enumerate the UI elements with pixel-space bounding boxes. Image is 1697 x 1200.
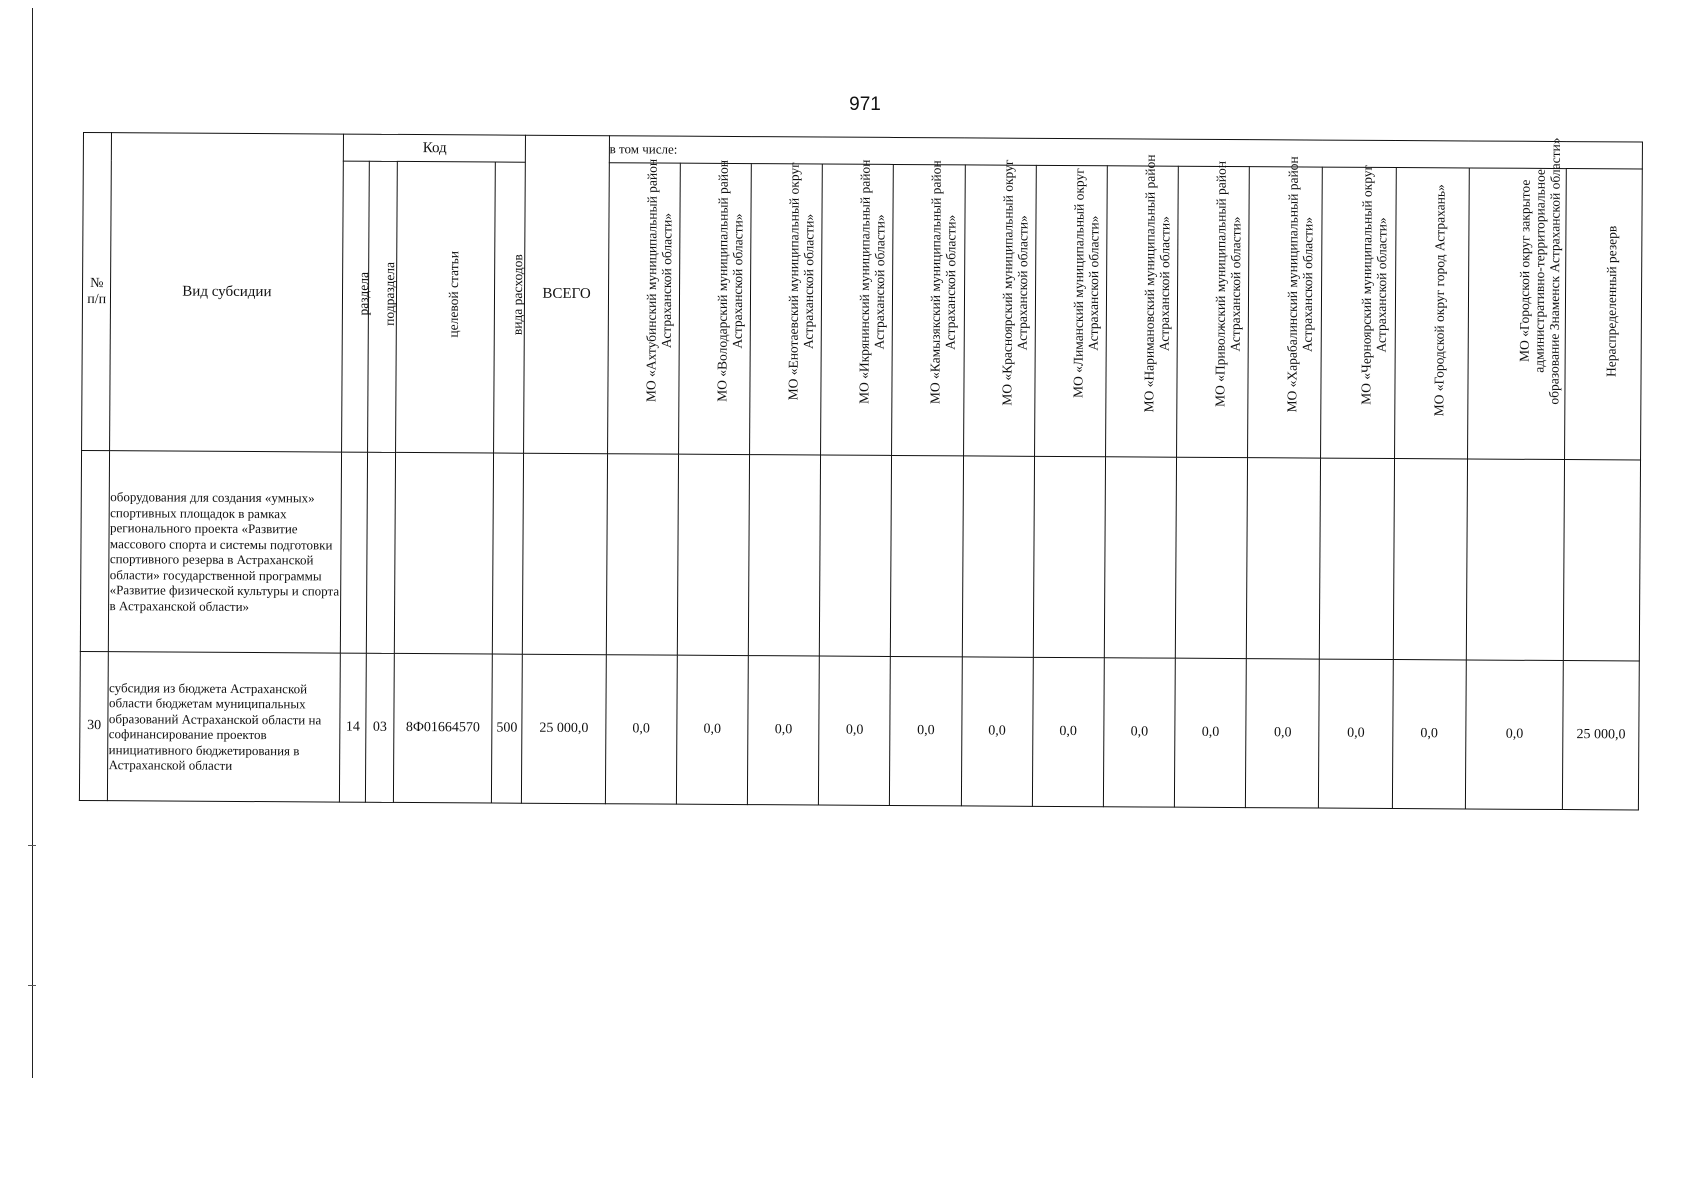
cell-razdel: 14 xyxy=(340,653,366,802)
cell-value xyxy=(1033,456,1105,657)
header-v-tom-chisle: в том числе: xyxy=(609,136,1642,169)
cell-value: 0,0 xyxy=(1246,659,1320,808)
cell-vid-subsidii: субсидия из бюджета Астраханской области бюджетам муниципальных образований Астраханской области на софинансирование проектов инициативного бюджетирования в Астраханской области xyxy=(108,652,341,802)
cell-value: 0,0 xyxy=(819,656,891,805)
header-vsego: ВСЕГО xyxy=(524,135,609,454)
cell-value xyxy=(1393,459,1467,660)
cell-value: 0,0 xyxy=(747,656,819,805)
cell-celevaya xyxy=(395,452,494,654)
cell-value xyxy=(1175,457,1247,658)
cell-vid-rashodov: 500 xyxy=(491,654,522,803)
header-vid-subsidii: Вид субсидии xyxy=(110,133,344,452)
cell-value: 0,0 xyxy=(1392,660,1466,809)
cell-value: 0,0 xyxy=(676,655,748,804)
cell-value xyxy=(962,456,1034,657)
cell-value xyxy=(820,455,892,656)
cell-value xyxy=(1320,458,1394,659)
cell-celevaya: 8Ф01664570 xyxy=(394,653,493,803)
header-mo-kharabalinsky: МО «Харабалинский муниципальный район Астраханской области» xyxy=(1248,167,1323,458)
header-kod: Код xyxy=(344,134,526,162)
header-num: № п/п xyxy=(82,133,112,451)
cell-value: 0,0 xyxy=(1103,658,1175,807)
cell-value xyxy=(891,455,963,656)
header-mo-krasnoyarsky: МО «Красноярский муниципальный округ Астраханской области» xyxy=(963,165,1036,456)
header-mo-narimanovsky: МО «Наримановский муниципальный район Астраханской области» xyxy=(1105,166,1178,457)
cell-value xyxy=(748,455,820,656)
binding-tick xyxy=(28,985,36,986)
cell-value xyxy=(606,454,678,655)
header-mo-limansky: МО «Лиманский муниципальный округ Астраханской области» xyxy=(1034,165,1107,456)
header-kod-vid-rashodov: вида расходов xyxy=(493,162,525,453)
header-reserve: Нераспределенный резерв xyxy=(1565,169,1642,460)
cell-vid-rashodov xyxy=(492,453,524,654)
cell-value: 0,0 xyxy=(890,656,962,805)
cell-podrazdel: 03 xyxy=(365,653,394,802)
cell-value: 0,0 xyxy=(1319,659,1393,808)
page-number: 971 xyxy=(849,94,881,115)
binding-line xyxy=(32,8,33,1078)
cell-value xyxy=(1564,460,1641,661)
header-mo-astrakhan: МО «Городской округ город Астрахань» xyxy=(1394,168,1469,459)
cell-value: 25 000,0 xyxy=(1563,661,1639,810)
header-mo-akhtubinsky: МО «Ахтубинский муниципальный район Астраханской области» xyxy=(607,163,680,454)
cell-num: 30 xyxy=(79,651,108,800)
binding-tick xyxy=(28,845,36,846)
cell-value xyxy=(677,454,749,655)
header-kod-celevaya: целевой статьи xyxy=(396,161,495,453)
subsidy-table xyxy=(79,132,1643,811)
cell-value: 0,0 xyxy=(1032,657,1104,806)
cell-value xyxy=(1104,457,1176,658)
cell-razdel xyxy=(341,452,368,653)
cell-value: 0,0 xyxy=(1465,660,1564,810)
cell-vsego xyxy=(523,453,608,655)
cell-value: 0,0 xyxy=(605,655,677,804)
header-mo-enotaevsky: МО «Енотаевский муниципальный округ Астраханской области» xyxy=(750,164,823,455)
header-mo-ikryaninsky: МО «Икрянинский муниципальный район Астраханской области» xyxy=(821,164,894,455)
cell-value xyxy=(1247,458,1321,659)
cell-value: 0,0 xyxy=(961,657,1033,806)
cell-vsego: 25 000,0 xyxy=(522,654,606,804)
table-row xyxy=(80,450,1640,661)
header-mo-volodarsky: МО «Володарский муниципальный район Астраханской области» xyxy=(678,163,751,454)
table-row xyxy=(79,651,1639,810)
header-kod-podrazdel: подраздела xyxy=(367,161,397,452)
header-mo-znamensk: МО «Городской округ закрытое административно-территориальное образование Знаменск Астраханской области» xyxy=(1467,168,1566,460)
header-mo-chernoyarsky: МО «Черноярский муниципальный округ Астраханской области» xyxy=(1321,167,1396,458)
cell-value xyxy=(1466,459,1565,661)
cell-vid-subsidii: оборудования для создания «умных» спортивных площадок в рамках регионального проекта «Развитие массового спорта и системы подготовки спортивного резерва в Астраханской области» государственной программы «Развитие физической культуры и спорта в Астраханской области» xyxy=(109,451,342,653)
cell-value: 0,0 xyxy=(1174,658,1246,807)
cell-num xyxy=(80,450,110,651)
header-kod-razdel: раздела xyxy=(342,161,369,452)
cell-podrazdel xyxy=(366,452,396,653)
header-mo-kamyzyaksky: МО «Камызякский муниципальный район Астраханской области» xyxy=(892,164,965,455)
header-mo-privolzhsky: МО «Приволжский муниципальный район Астраханской области» xyxy=(1177,166,1250,457)
